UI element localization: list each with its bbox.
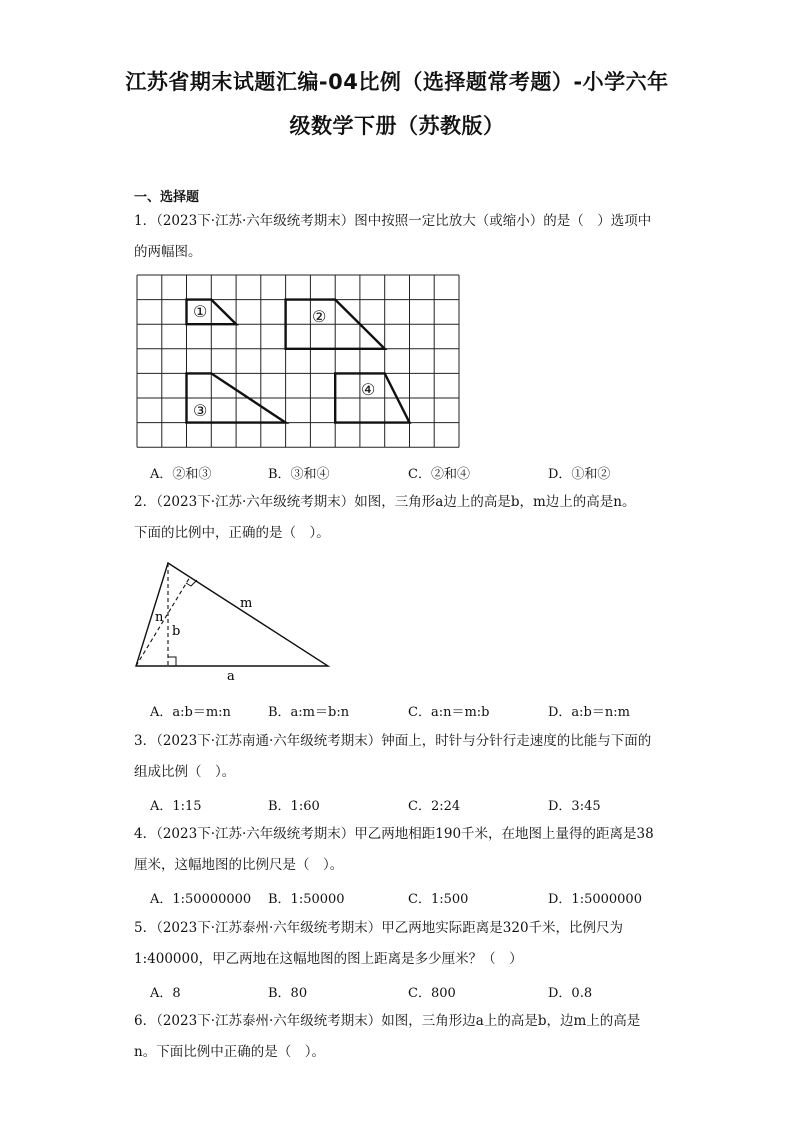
label-b: b xyxy=(172,624,181,639)
question-5-option-a[interactable]: A．8 xyxy=(150,986,181,1001)
document-title-line2: 级数学下册（苏教版） xyxy=(289,114,505,138)
label-n: n xyxy=(155,610,164,625)
question-2-option-d[interactable]: D．a:b＝n:m xyxy=(548,705,630,720)
question-3-option-a[interactable]: A．1:15 xyxy=(150,799,202,814)
question-2-text-line2: 下面的比例中，正确的是（ ）。 xyxy=(134,525,330,541)
question-3-option-c[interactable]: C．2:24 xyxy=(408,799,461,814)
question-2-triangle-figure xyxy=(130,555,340,685)
section-heading: 一、选择题 xyxy=(134,190,200,205)
question-5-options xyxy=(150,982,710,1002)
shape-4-label: ④ xyxy=(361,380,376,399)
question-5-option-d[interactable]: D．0.8 xyxy=(548,986,593,1001)
question-1-option-b[interactable]: B．③和④ xyxy=(268,467,330,482)
question-3-options xyxy=(150,795,710,815)
question-1-options xyxy=(150,463,710,483)
question-4-text-line2: 厘米，这幅地图的比例尺是（ ）。 xyxy=(134,857,344,873)
question-3-text-line1: 3．（2023下·江苏南通·六年级统考期末）钟面上，时针与分针行走速度的比能与下面的 xyxy=(134,733,652,749)
question-1-option-a[interactable]: A．②和③ xyxy=(150,467,212,482)
question-5-text-line2: 1:400000，甲乙两地在这幅地图的图上距离是多少厘米？（ ） xyxy=(134,951,523,967)
question-4-option-d[interactable]: D．1:5000000 xyxy=(548,892,642,907)
right-angle-mark-b xyxy=(168,657,176,666)
question-4-text-line1: 4．（2023下·江苏·六年级统考期末）甲乙两地相距190千米，在地图上量得的距离是38 xyxy=(134,826,654,842)
question-5-option-b[interactable]: B．80 xyxy=(268,986,308,1001)
question-6-text-line1: 6．（2023下·江苏泰州·六年级统考期末）如图，三角形边a上的高是b，边m上的高是 xyxy=(134,1013,641,1029)
question-2-option-b[interactable]: B．a:m＝b:n xyxy=(268,705,350,720)
question-3-option-b[interactable]: B．1:60 xyxy=(268,799,320,814)
question-4-option-b[interactable]: B．1:50000 xyxy=(268,892,345,907)
question-1-option-d[interactable]: D．①和② xyxy=(548,467,611,482)
question-2-text-line1: 2．（2023下·江苏·六年级统考期末）如图，三角形a边上的高是b，m边上的高是n。 xyxy=(134,494,636,510)
shape-3-label: ③ xyxy=(193,401,208,420)
triangle xyxy=(136,563,328,666)
question-1-grid-figure xyxy=(134,272,462,454)
question-4-option-a[interactable]: A．1:50000000 xyxy=(150,892,252,907)
label-a: a xyxy=(227,669,235,684)
question-3-text-line2: 组成比例（ ）。 xyxy=(134,764,236,780)
question-1-option-c[interactable]: C．②和④ xyxy=(408,467,470,482)
question-2-options xyxy=(150,701,710,721)
document-title-line1: 江苏省期末试题汇编-04比例（选择题常考题）-小学六年 xyxy=(125,70,669,94)
question-2-option-a[interactable]: A．a:b＝m:n xyxy=(150,705,231,720)
question-1-text-line1: 1．（2023下·江苏·六年级统考期末）图中按照一定比放大（或缩小）的是（ ）选项中 xyxy=(134,213,652,229)
label-m: m xyxy=(240,596,253,611)
question-4-options xyxy=(150,888,710,908)
question-5-option-c[interactable]: C．800 xyxy=(408,986,456,1001)
question-2-option-c[interactable]: C．a:n＝m:b xyxy=(408,705,490,720)
question-5-text-line1: 5．（2023下·江苏泰州·六年级统考期末）甲乙两地实际距离是320千米，比例尺为 xyxy=(134,920,624,936)
question-1-text-line2: 的两幅图。 xyxy=(134,244,202,260)
question-6-text-line2: n。下面比例中正确的是（ ）。 xyxy=(134,1044,325,1060)
question-3-option-d[interactable]: D．3:45 xyxy=(548,799,601,814)
shape-1-label: ① xyxy=(193,302,208,321)
question-4-option-c[interactable]: C．1:500 xyxy=(408,892,469,907)
shape-2-label: ② xyxy=(312,307,327,326)
